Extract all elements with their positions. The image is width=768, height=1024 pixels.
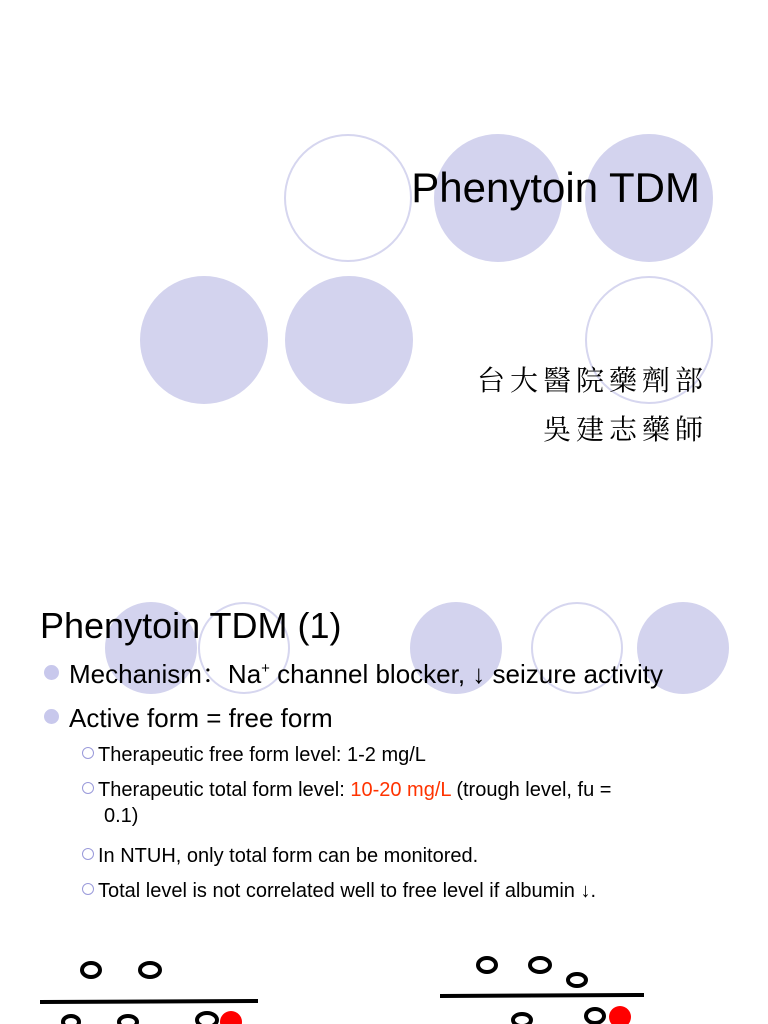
membrane-line [40, 1001, 258, 1002]
subtitle-author: 吳建志藥師 [542, 413, 708, 446]
bullet-ring-icon [82, 883, 94, 895]
free-drug-circle [568, 974, 586, 986]
free-drug-circle [82, 963, 100, 977]
bullet-active-form: Active form = free form [44, 702, 333, 734]
bullet-dot-icon [44, 665, 59, 680]
decor-circle-filled [140, 276, 268, 404]
bound-drug-circle [586, 1009, 604, 1023]
albumin-marker [609, 1006, 631, 1024]
free-drug-circle [530, 958, 550, 972]
slide-title: Phenytoin TDM (1) [40, 605, 342, 646]
bound-drug-circle [119, 1016, 137, 1024]
bound-drug-circle [513, 1014, 531, 1024]
free-drug-circle [140, 963, 160, 977]
bullet-ring-icon [82, 782, 94, 794]
albumin-marker [220, 1011, 242, 1024]
sub-bullet-ntuh: In NTUH, only total form can be monitored. [82, 843, 742, 869]
sub-bullet-total-level: Therapeutic total form level: 10-20 mg/L (trough level, fu = 0.1) [82, 777, 742, 829]
decor-circle-filled [285, 276, 413, 404]
bullet-mechanism: Mechanism：Na+ channel blocker, ↓ seizure activity [44, 658, 663, 690]
free-drug-circle [478, 958, 496, 972]
therapeutic-range-highlight: 10-20 mg/L [350, 779, 451, 801]
subtitle-department: 台大醫院藥劑部 [476, 364, 708, 397]
bullet-dot-icon [44, 709, 59, 724]
decor-circle-outline [284, 134, 412, 262]
sub-bullet-free-level: Therapeutic free form level: 1-2 mg/L [82, 742, 742, 768]
bound-drug-circle [63, 1016, 79, 1024]
bullet-ring-icon [82, 848, 94, 860]
bullet-ring-icon [82, 747, 94, 759]
sub-bullet-albumin: Total level is not correlated well to free level if albumin ↓. [82, 878, 742, 904]
membrane-line [440, 995, 644, 996]
bound-drug-circle [197, 1013, 217, 1024]
slide-title: Phenytoin TDM [411, 164, 700, 211]
content-slide [0, 512, 768, 1024]
binding-diagram [0, 942, 768, 1024]
